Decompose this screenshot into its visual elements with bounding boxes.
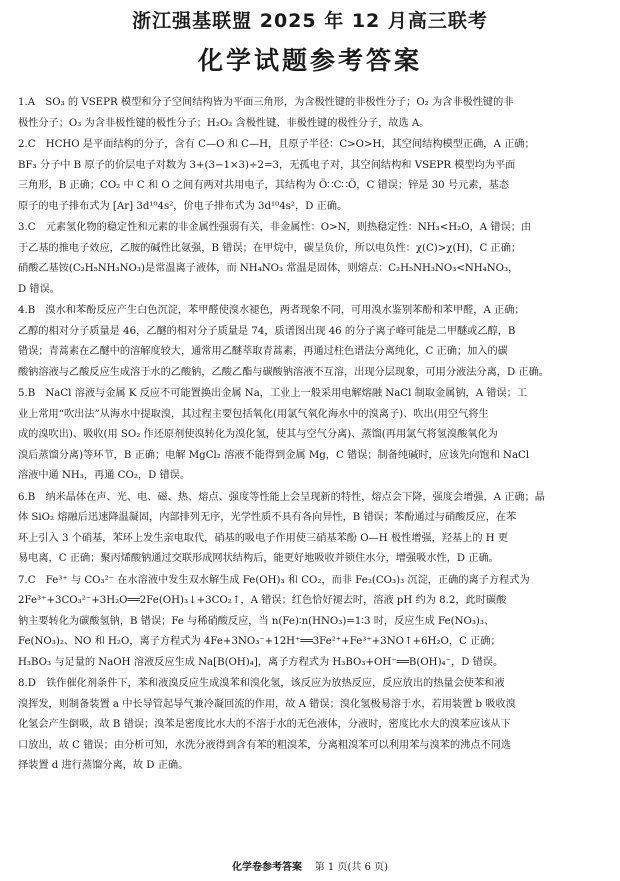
answer-line: 5.B NaCl 溶液与金属 K 反应不可能置换出金属 Na，工业上一般采用电解熔融 NaCl 制取金属钠，A 错误；工 — [18, 388, 528, 399]
answer-line: 易电离，C 正确；聚丙烯酸钠通过交联形成网状结构后，能更好地吸收并锁住水分，增强吸水性，D 正确。 — [18, 553, 499, 564]
answer-line: 三角形，B 正确；CO₂ 中 C 和 O 之间有两对共用电子，其结构为 Ö∷C∷Ö，C 错误；锌是 30 号元素，基态 — [18, 180, 510, 191]
answer-line: 溴后蒸馏分离)等环节，B 正确；电解 MgCl₂ 溶液不能得到金属 Mg，C 错误；制备纯碱时，应该先向饱和 NaCl — [18, 449, 530, 461]
answer-line: H₃BO₃ 与足量的 NaOH 溶液反应生成 Na[B(OH)₄]，离子方程式为 H₃BO₃+OH⁻══B(OH)₄⁻，D 错误。 — [18, 656, 504, 668]
answer-list — [18, 93, 606, 778]
answer-item — [18, 488, 606, 570]
answer-line: Fe(NO₃)₂、NO 和 H₂O，离子方程式为 4Fe+3NO₃⁻+12H⁺══3Fe²⁺+Fe³⁺+3NO↑+6H₂O，C 正确； — [18, 636, 501, 647]
answer-line: 溴挥发，则制备装置 a 中长导管起导气兼冷凝回流的作用，故 A 错误；溴化氢极易溶于水，若用装置 b 吸收溴 — [18, 698, 516, 710]
answer-item — [18, 93, 606, 134]
answer-line: 4.B 溴水和苯酚反应产生白色沉淀，苯甲醛使溴水褪色，两者现象不同，可用溴水鉴别苯酚和苯甲醛，A 正确； — [18, 305, 525, 316]
footer-doc-name: 化学卷参考答案 — [232, 862, 302, 873]
answer-line: 硝酸乙基铵(C₂H₅NH₃NO₃)是常温离子液体，而 NH₄NO₃ 常温是固体，则熔点：C₂H₅NH₃NO₃<NH₄NO₃， — [18, 263, 519, 274]
answer-line: 化氢会产生倒吸，故 B 错误；溴苯是密度比水大的不溶于水的无色液体，分液时，密度比水大的溴苯应该从下 — [18, 719, 511, 730]
answer-line: BF₃ 分子中 B 原子的价层电子对数为 3+(3−1×3)÷2=3，无孤电子对，其空间结构和 VSEPR 模型均为平面 — [18, 159, 516, 171]
footer-page-number: 第 1 页(共 6 页) — [314, 862, 388, 873]
answer-line: 钠主要转化为碳酸氢钠，B 错误；Fe 与稀硝酸反应，当 n(Fe)∶n(HNO₃)=1∶3 时，反应生成 Fe(NO₃)₃、 — [18, 615, 495, 627]
answer-line: 酸钠溶液与乙酸反应生成溶于水的乙酸钠，乙酸乙酯与碳酸钠溶液不互溶，出现分层现象，可用分液法分离，D 正确。 — [18, 366, 549, 378]
answer-line: 体 SiO₂ 熔融后迅速降温凝固，内部排列无序，光学性质不具有各向异性，B 错误；苯酚通过与硝酸反应，在苯 — [18, 512, 517, 523]
answer-line: 于乙基的推电子效应，乙胺的碱性比氨强，B 错误；在甲烷中，碳呈负价，所以电负性：χ(C)>χ(H)，C 正确； — [18, 242, 522, 254]
answer-line: 7.C Fe³⁺ 与 CO₃²⁻ 在水溶液中发生双水解生成 Fe(OH)₃ 和 CO₂，而非 Fe₂(CO₃)₃ 沉淀，正确的离子方程式为 — [18, 574, 530, 586]
answer-line: D 错误。 — [18, 283, 60, 295]
answer-line: 业上常用“吹出法”从海水中提取溴，其过程主要包括氧化(用氯气氧化海水中的溴离子)、吹出(用空气将生 — [18, 408, 489, 420]
answer-item — [18, 674, 606, 777]
answer-line: 8.D 铁作催化剂条件下，苯和液溴反应生成溴苯和溴化氢，该反应为放热反应，反应放出的热量会使苯和液 — [18, 678, 505, 689]
answer-line: 1.A SO₃ 的 VSEPR 模型和分子空间结构皆为平面三角形，为含极性键的非极性分子；O₂ 为含非极性键的非 — [18, 97, 514, 108]
answer-item — [18, 301, 606, 383]
answer-line: 3.C 元素氢化物的稳定性和元素的非金属性强弱有关，非金属性：O>N，则热稳定性：NH₃<H₂O，A 错误；由 — [18, 222, 532, 233]
answer-item — [18, 571, 606, 674]
answer-line: 6.B 纳米晶体在声、光、电、磁、热、熔点、强度等性能上会呈现新的特性，熔点会下降，强度会增强，A 正确；晶 — [18, 491, 545, 503]
answer-line: 错误；青蒿素在乙醚中的溶解度较大，通常用乙醚萃取青蒿素，再通过柱色谱法分离纯化，C 正确；加入的碳 — [18, 346, 508, 357]
answer-key-title: 化学试题参考答案 — [197, 46, 422, 75]
answer-line: 2.C HCHO 是平面结构的分子，含有 C—O 和 C—H，且原子半径：C>O>H，其空间结构模型正确，A 正确； — [18, 139, 535, 150]
answer-line: 环上引入 3 个硝基，苯环上发生亲电取代，硝基的吸电子作用使三硝基苯酚 O—H 极性增强，羟基上的 H 更 — [18, 532, 509, 544]
answer-line: 择装置 d 进行蒸馏分离，故 D 正确。 — [18, 760, 189, 771]
answer-line: 乙醇的相对分子质量是 46，乙醚的相对分子质量是 74，质谱图出现 46 的分子离子峰可能是二甲醚或乙醇，B — [18, 325, 516, 337]
answer-item — [18, 218, 606, 300]
answer-item — [18, 384, 606, 487]
answer-line: 成的溴吹出)、吸收(用 SO₂ 作还原剂使溴转化为溴化氢，使其与空气分离)、蒸馏(再用氯气将氢溴酸氧化为 — [18, 429, 498, 440]
answer-line: 溶液中通 NH₃，再通 CO₂，D 错误。 — [18, 470, 191, 481]
page-footer — [0, 858, 620, 873]
answer-line: 口放出，故 C 错误；由分析可知，水洗分液得到含有苯的粗溴苯，分离粗溴苯可以利用苯与溴苯的沸点不同选 — [18, 739, 512, 751]
answer-line: 极性分子；O₃ 为含非极性键的极性分子；H₂O₂ 含极性键、非极性键的极性分子，故选 A。 — [18, 117, 430, 129]
answer-line: 2Fe³⁺+3CO₃²⁻+3H₂O══2Fe(OH)₃↓+3CO₂↑，A 错误；红色恰好褪去时，溶液 pH 约为 8.2，此时碳酸 — [18, 595, 507, 606]
exam-title: 浙江强基联盟 2025 年 12 月高三联考 — [132, 10, 488, 32]
answer-item — [18, 135, 606, 217]
answer-line: 原子的电子排布式为 [Ar] 3d¹⁰4s²，价电子排布式为 3d¹⁰4s²，D 正确。 — [18, 200, 348, 212]
